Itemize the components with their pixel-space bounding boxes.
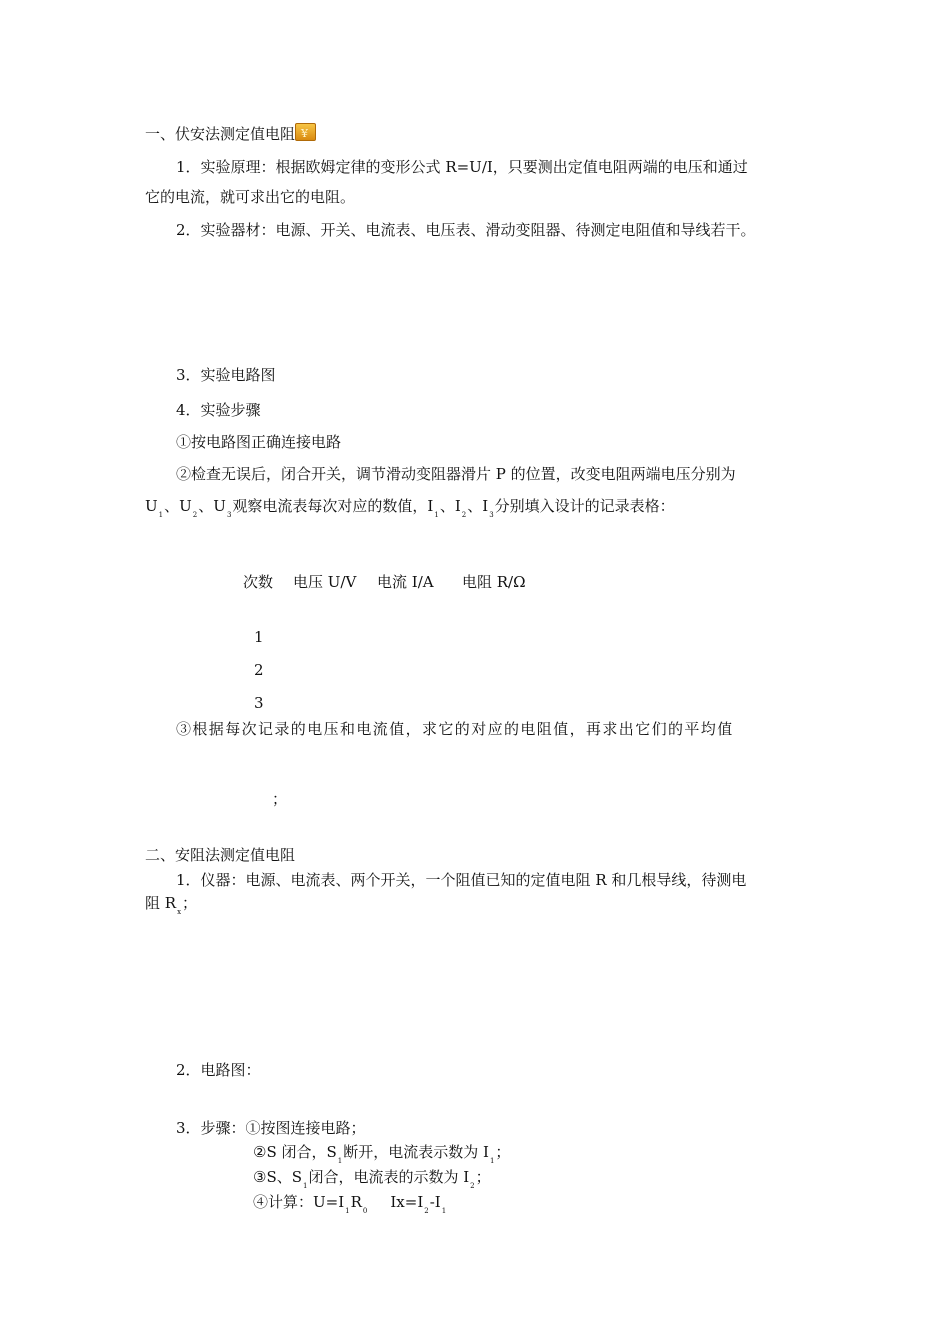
table-header: 电阻 R/Ω	[462, 573, 526, 591]
table-row: 3	[254, 694, 264, 712]
step-2-line2: $U_1$、$U_2$、$U_3$观察电流表每次对应的数值，$I_1$、$I_2$、$I_3$分别填入设计的记录表格：	[145, 497, 675, 519]
circuit-heading: 3．实验电路图	[176, 366, 276, 384]
table-row: 1	[254, 628, 264, 646]
steps-line: 3．步骤：①按图连接电路；	[176, 1119, 366, 1137]
principle-line1: 1．实验原理：根据欧姆定律的变形公式 R=U/I，只要测出定值电阻两端的电压和通过	[176, 158, 748, 176]
step-3: ③根据每次记录的电压和电流值，求它的对应的电阻值，再求出它们的平均值	[176, 720, 734, 738]
principle-line2: 它的电流，就可求出它的电阻。	[145, 188, 356, 206]
steps-heading: 4．实验步骤	[176, 401, 261, 419]
table-header: 次数	[243, 573, 274, 591]
equipment-line: 2．实验器材：电源、开关、电流表、电压表、滑动变阻器、待测定电阻值和导线若干。	[176, 221, 756, 239]
step-1: ①按电路图正确连接电路	[176, 433, 342, 451]
instrument-line2: 阻 $R_x$；	[145, 894, 198, 916]
circuit-heading-2: 2．电路图：	[176, 1061, 261, 1079]
step-s4: ④计算：$U=I_1R_0$ $Ix=I_2-I_1$	[253, 1193, 447, 1215]
folder-icon: ¥	[295, 123, 316, 141]
table-header: 电流 I/A	[377, 573, 434, 591]
step-s3: ③S、$S_1$闭合，电流表的示数为 $I_2$；	[253, 1168, 491, 1190]
step-3-semicolon: ；	[272, 790, 288, 808]
step-2-line1: ②检查无误后，闭合开关，调节滑动变阻器滑片 P 的位置，改变电阻两端电压分别为	[176, 465, 736, 483]
instrument-line1: 1．仪器：电源、电流表、两个开关，一个阻值已知的定值电阻 R 和几根导线，待测电	[176, 871, 747, 889]
section1-title: 一、伏安法测定值电阻 ¥	[145, 123, 316, 144]
table-row: 2	[254, 661, 264, 679]
section2-title: 二、安阻法测定值电阻	[145, 846, 296, 864]
step-s2: ②S 闭合，$S_1$断开，电流表示数为 $I_1$；	[253, 1143, 511, 1165]
table-header: 电压 U/V	[293, 573, 357, 591]
